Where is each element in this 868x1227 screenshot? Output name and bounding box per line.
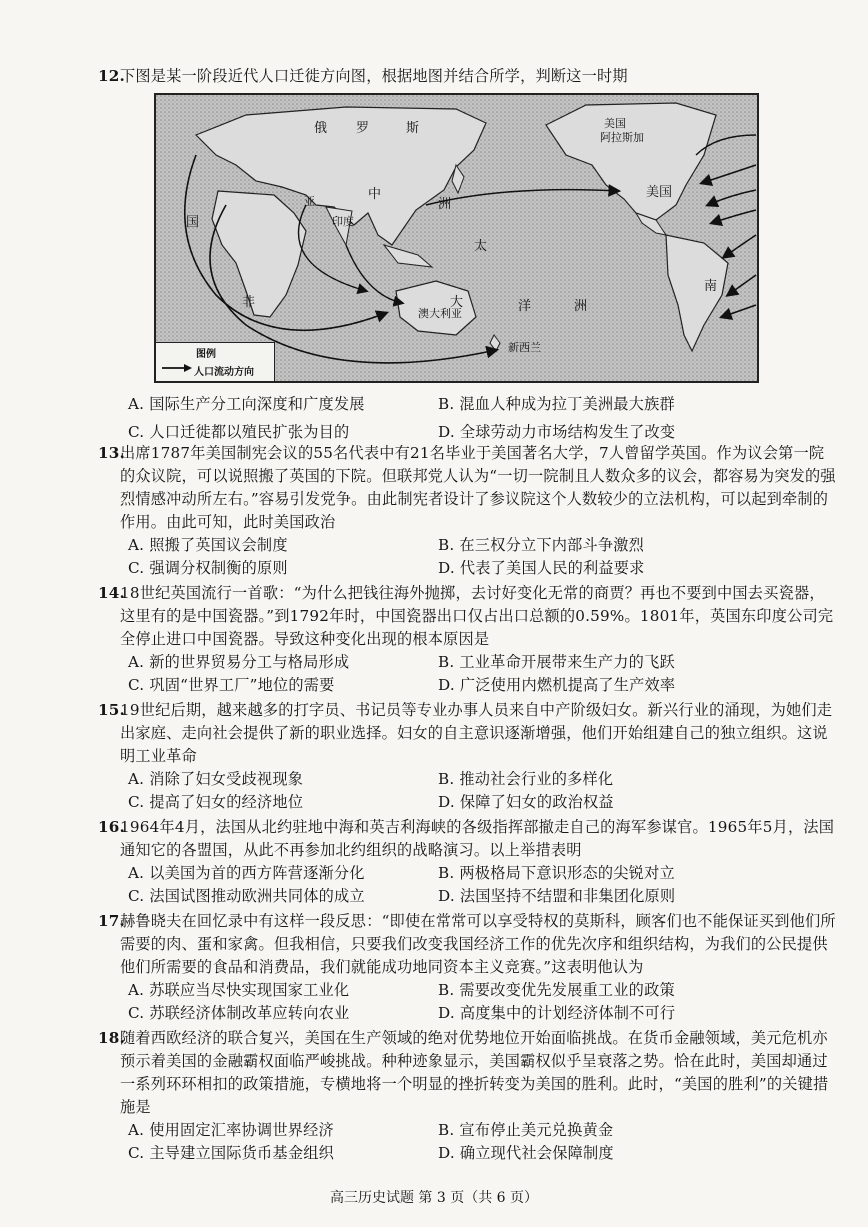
option-c[interactable]: C. 主导建立国际货币基金组织: [128, 1144, 334, 1162]
map-label-guo: 国: [186, 215, 200, 230]
option-c[interactable]: C. 提高了妇女的经济地位: [128, 793, 304, 811]
option-row: [120, 674, 838, 697]
question-17: [98, 910, 838, 1025]
question-stem: 出席1787年美国制宪会议的55名代表中有21名毕业于美国著名大学，7人曾留学英国。作为议会第一院的众议院，可以说照搬了英国的下院。但联邦党人认为“一切一院制且人数众多的议会，都容易为突发的强烈情感冲动所左右。”容易引发党争。由此制宪者设计了参议院这个人数较少的立法机构，可以起到牵制的作用。由此可知，此时美国政治: [120, 444, 836, 531]
question-stem: 18世纪英国流行一首歌：“为什么把钱往海外抛掷，去讨好变化无常的商贾？再也不要到中国去买瓷器，这里有的是中国瓷器。”到1792年时，中国瓷器出口仅占出口总额的0.59%。1801年，英国东印度公司完全停止进口中国瓷器。导致这种变化出现的根本原因是: [120, 584, 834, 648]
option-d[interactable]: D. 确立现代社会保障制度: [438, 1144, 614, 1162]
map-label-pacific-1: 太: [474, 239, 488, 254]
option-d[interactable]: D. 全球劳动力市场结构发生了改变: [438, 423, 676, 441]
option-row: [120, 1119, 838, 1142]
option-a[interactable]: A. 照搬了英国议会制度: [128, 536, 288, 554]
question-stem: 下图是某一阶段近代人口迁徙方向图，根据地图并结合所学，判断这一时期: [120, 67, 628, 85]
option-b[interactable]: B. 工业革命开展带来生产力的飞跃: [438, 653, 675, 671]
option-c[interactable]: C. 法国试图推动欧洲共同体的成立: [128, 887, 365, 905]
option-c[interactable]: C. 巩固“世界工厂”地位的需要: [128, 676, 335, 694]
map-label-newzealand: 新西兰: [508, 341, 541, 354]
question-stem: 1964年4月，法国从北约驻地中海和英吉利海峡的各级指挥部撤走自己的海军参谋官。1965年5月，法国通知它的各盟国，从此不再参加北约组织的战略演习。以上举措表明: [120, 818, 835, 859]
map-label-russia-2: 罗: [356, 121, 370, 136]
map-label-asia-small: 亚: [304, 195, 315, 208]
map-label-australia: 澳大利亚: [418, 307, 462, 320]
option-b[interactable]: B. 在三权分立下内部斗争激烈: [438, 536, 645, 554]
option-row: [120, 885, 838, 908]
world-map-drawing: [156, 95, 757, 381]
option-row: [120, 557, 838, 580]
option-d[interactable]: D. 代表了美国人民的利益要求: [438, 559, 645, 577]
map-label-pacific-2: 洋: [518, 299, 532, 314]
question-stem: 19世纪后期，越来越多的打字员、书记员等专业办事人员来自中产阶级妇女。新兴行业的涌现，为她们走出家庭、走向社会提供了新的职业选择。妇女的自主意识逐渐增强，他们开始组建自己的独立组织。这说明工业革命: [120, 701, 833, 765]
option-a[interactable]: A. 新的世界贸易分工与格局形成: [128, 653, 350, 671]
option-a[interactable]: A. 苏联应当尽快实现国家工业化: [128, 981, 350, 999]
question-stem: 赫鲁晓夫在回忆录中有这样一段反思：“即使在常常可以享受特权的莫斯科，顾客们也不能保证买到他们所需要的肉、蛋和家禽。但我相信，只要我们改变我国经济工作的优先次序和组织结构，为我们的公民提供他们所需要的食品和消费品，我们就能成功地同资本主义竞赛。”这表明他认为: [120, 912, 836, 976]
option-row: [120, 1142, 838, 1165]
legend-title: 图例: [196, 349, 216, 360]
legend-label: 人口流动方向: [194, 367, 254, 378]
migration-map: [154, 93, 759, 383]
option-d[interactable]: D. 法国坚持不结盟和非集团化原则: [438, 887, 676, 905]
option-d[interactable]: D. 高度集中的计划经济体制不可行: [438, 1004, 676, 1022]
map-label-pacific-3: 洲: [574, 299, 588, 314]
option-b[interactable]: B. 宣布停止美元兑换黄金: [438, 1121, 614, 1139]
option-b[interactable]: B. 混血人种成为拉丁美洲最大族群: [438, 395, 675, 413]
map-label-russia-1: 俄: [314, 121, 328, 136]
map-label-ocean-da: 大: [450, 295, 464, 310]
map-label-alaska: 阿拉斯加: [600, 131, 644, 144]
question-number: 12.: [98, 67, 126, 85]
map-legend: [156, 342, 275, 381]
option-row: [120, 979, 838, 1002]
question-number: 17.: [98, 912, 126, 930]
option-row: [120, 390, 838, 418]
question-13: [98, 442, 838, 580]
option-row: [120, 862, 838, 885]
option-row: [120, 768, 838, 791]
question-14: [98, 582, 838, 697]
option-c[interactable]: C. 强调分权制衡的原则: [128, 559, 288, 577]
question-15: [98, 699, 838, 814]
option-c[interactable]: C. 苏联经济体制改革应转向农业: [128, 1004, 350, 1022]
option-row: [120, 534, 838, 557]
map-label-usa-top: 美国: [604, 117, 626, 130]
option-a[interactable]: A. 以美国为首的西方阵营逐渐分化: [128, 864, 365, 882]
option-row: [120, 1002, 838, 1025]
option-b[interactable]: B. 推动社会行业的多样化: [438, 770, 614, 788]
question-16: [98, 816, 838, 908]
option-b[interactable]: B. 需要改变优先发展重工业的政策: [438, 981, 675, 999]
question-12: [98, 62, 838, 90]
map-label-south-america: 南: [704, 279, 718, 294]
map-label-usa: 美国: [646, 185, 673, 200]
option-row: [120, 791, 838, 814]
legend-arrow-icon: [162, 363, 192, 373]
option-d[interactable]: D. 广泛使用内燃机提高了生产效率: [438, 676, 676, 694]
option-a[interactable]: A. 消除了妇女受歧视现象: [128, 770, 304, 788]
question-12-options: [120, 390, 838, 446]
option-a[interactable]: A. 国际生产分工向深度和广度发展: [128, 395, 365, 413]
map-label-china: 中: [368, 187, 382, 202]
page-footer: 高三历史试题 第 3 页（共 6 页）: [329, 1190, 539, 1206]
option-c[interactable]: C. 人口迁徙都以殖民扩张为目的: [128, 423, 350, 441]
map-label-india: 印度: [332, 215, 354, 228]
option-b[interactable]: B. 两极格局下意识形态的尖锐对立: [438, 864, 675, 882]
question-number: 16.: [98, 818, 126, 836]
map-label-asia: 洲: [438, 197, 452, 212]
question-number: 18.: [98, 1029, 126, 1047]
option-row: [120, 651, 838, 674]
option-d[interactable]: D. 保障了妇女的政治权益: [438, 793, 614, 811]
question-stem: 随着西欧经济的联合复兴，美国在生产领域的绝对优势地位开始面临挑战。在货币金融领域，美元危机亦预示着美国的金融霸权面临严峻挑战。种种迹象显示，美国霸权似乎呈衰落之势。恰在此时，美国却通过一系列环环相扣的政策措施，专横地将一个明显的挫折转变为美国的胜利。此时，“美国的胜利”的关键措施是: [120, 1029, 829, 1116]
map-label-russia-3: 斯: [406, 121, 420, 136]
question-number: 13.: [98, 444, 126, 462]
map-label-africa: 非: [242, 295, 256, 310]
option-a[interactable]: A. 使用固定汇率协调世界经济: [128, 1121, 334, 1139]
question-number: 14.: [98, 584, 126, 602]
question-number: 15.: [98, 701, 126, 719]
question-18: [98, 1027, 838, 1165]
